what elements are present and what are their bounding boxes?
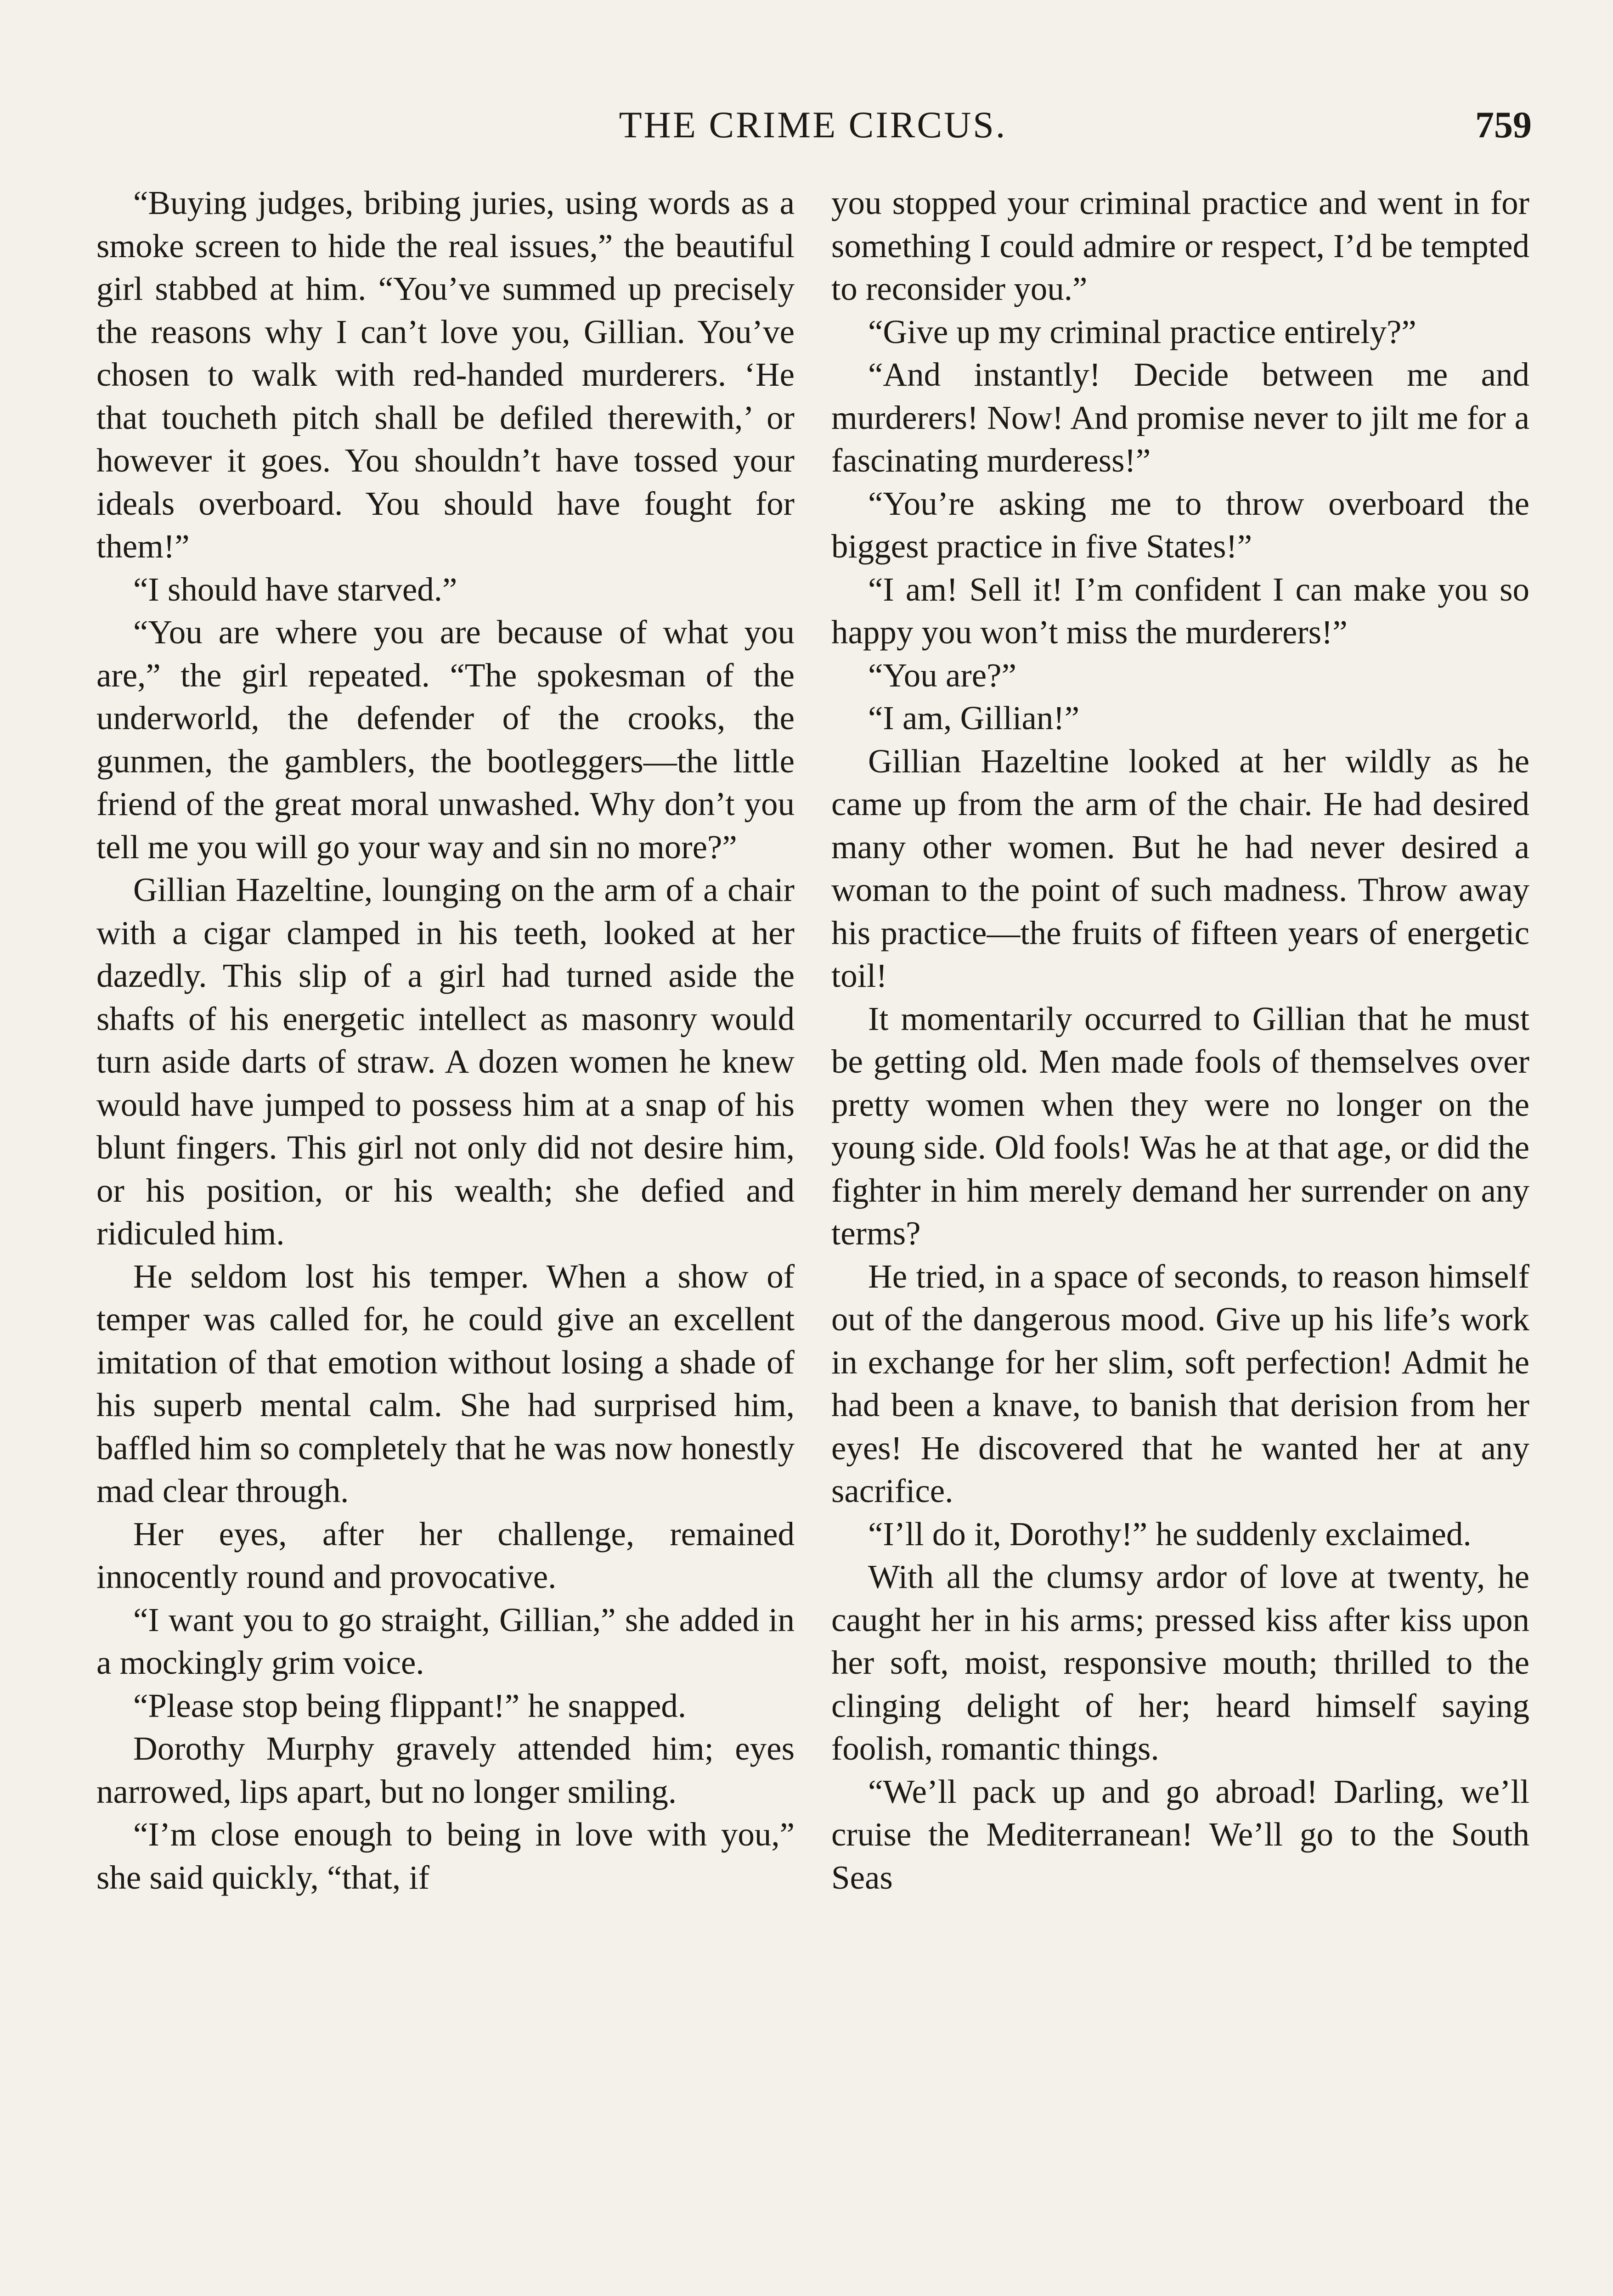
paragraph: Gillian Hazeltine looked at her wildly as he came up from the arm of the chair. He had desired many other women. But he had never desired a woman to the point of such madness. Throw away his practice—the fruits of fifteen years of energetic toil! <box>831 742 1529 994</box>
paragraph: “And instantly! Decide between me and murderers! Now! And promise never to jilt me for a fascinating murderess!” <box>831 356 1529 479</box>
paragraph: “You’re asking me to throw overboard the biggest practice in five States!” <box>831 484 1529 565</box>
left-column <box>96 181 795 2296</box>
paragraph: “I’ll do it, Dorothy!” he suddenly exclaimed. <box>868 1515 1472 1553</box>
paragraph-continued: you stopped your criminal practice and went in for something I could admire or respect, I’d be tempted to reconsider you.” <box>831 184 1529 307</box>
paragraph: “Please stop being flippant!” he snapped. <box>133 1687 687 1724</box>
paragraph: It momentarily occurred to Gillian that he must be getting old. Men made fools of themselves over pretty women when they were no longer on the young side. Old fools! Was he at that age, or did the fighter in him merely demand her surrender on any terms? <box>831 1000 1529 1252</box>
paragraph: “I want you to go straight, Gillian,” she added in a mockingly grim voice. <box>96 1601 795 1681</box>
paragraph: “I’m close enough to being in love with you,” she said quickly, “that, if <box>96 1816 795 1896</box>
paragraph: Gillian Hazeltine, lounging on the arm of a chair with a cigar clamped in his teeth, looked at her dazedly. This slip of a girl had turned aside the shafts of his energetic intellect as masonry would turn aside darts of straw. A dozen women he knew would have jumped to possess him at a snap of his blunt fingers. This girl not only did not desire him, or his position, or his wealth; she defied and ridiculed him. <box>96 871 795 1252</box>
paragraph: “You are where you are because of what you are,” the girl repeated. “The spokesman of the underworld, the defender of the crooks, the gunmen, the gamblers, the bootleggers—the little friend of the great moral unwashed. Why don’t you tell me you will go your way and sin no more?” <box>96 613 795 866</box>
paragraph: “Give up my criminal practice entirely?” <box>868 313 1416 350</box>
paragraph: He tried, in a space of seconds, to reason himself out of the dangerous mood. Give up his life’s work in exchange for her slim, soft perfection! Admit he had been a knave, to banish that derision from her eyes! He discovered that he wanted her at any sacrifice. <box>831 1257 1529 1509</box>
paragraph: Her eyes, after her challenge, remained innocently round and provocative. <box>96 1515 795 1595</box>
paragraph: “You are?” <box>868 656 1016 694</box>
page-number: 759 <box>1475 104 1532 146</box>
paragraph: “Buying judges, bribing juries, using words as a smoke screen to hide the real issues,” the beautiful girl stabbed at him. “You’ve summed up precisely the reasons why I can’t love you, Gillian. You’ve chosen to walk with red-handed murderers. ‘He that toucheth pitch shall be defiled therewith,’ or however it goes. You shouldn’t have tossed your ideals overboard. You should have fought for them!” <box>96 184 795 565</box>
paragraph: Dorothy Murphy gravely attended him; eyes narrowed, lips apart, but no longer smiling. <box>96 1730 795 1810</box>
running-title: THE CRIME CIRCUS. <box>619 104 1007 146</box>
paragraph: “I am! Sell it! I’m confident I can make you so happy you won’t miss the murderers!” <box>831 570 1529 651</box>
page-header <box>94 99 1532 154</box>
right-column <box>831 181 1529 2296</box>
paragraph: He seldom lost his temper. When a show of temper was called for, he could give an excellent imitation of that emotion without losing a shade of his superb mental calm. She had surprised him, baffled him so completely that he was now honestly mad clear through. <box>96 1257 795 1509</box>
paragraph: With all the clumsy ardor of love at twenty, he caught her in his arms; pressed kiss after kiss upon her soft, moist, responsive mouth; thrilled to the clinging delight of her; heard himself saying foolish, romantic things. <box>831 1558 1529 1767</box>
paragraph: “I should have starved.” <box>133 570 457 608</box>
paragraph: “We’ll pack up and go abroad! Darling, we’ll cruise the Mediterranean! We’ll go to the South Seas <box>831 1773 1529 1896</box>
paragraph: “I am, Gillian!” <box>868 699 1080 737</box>
